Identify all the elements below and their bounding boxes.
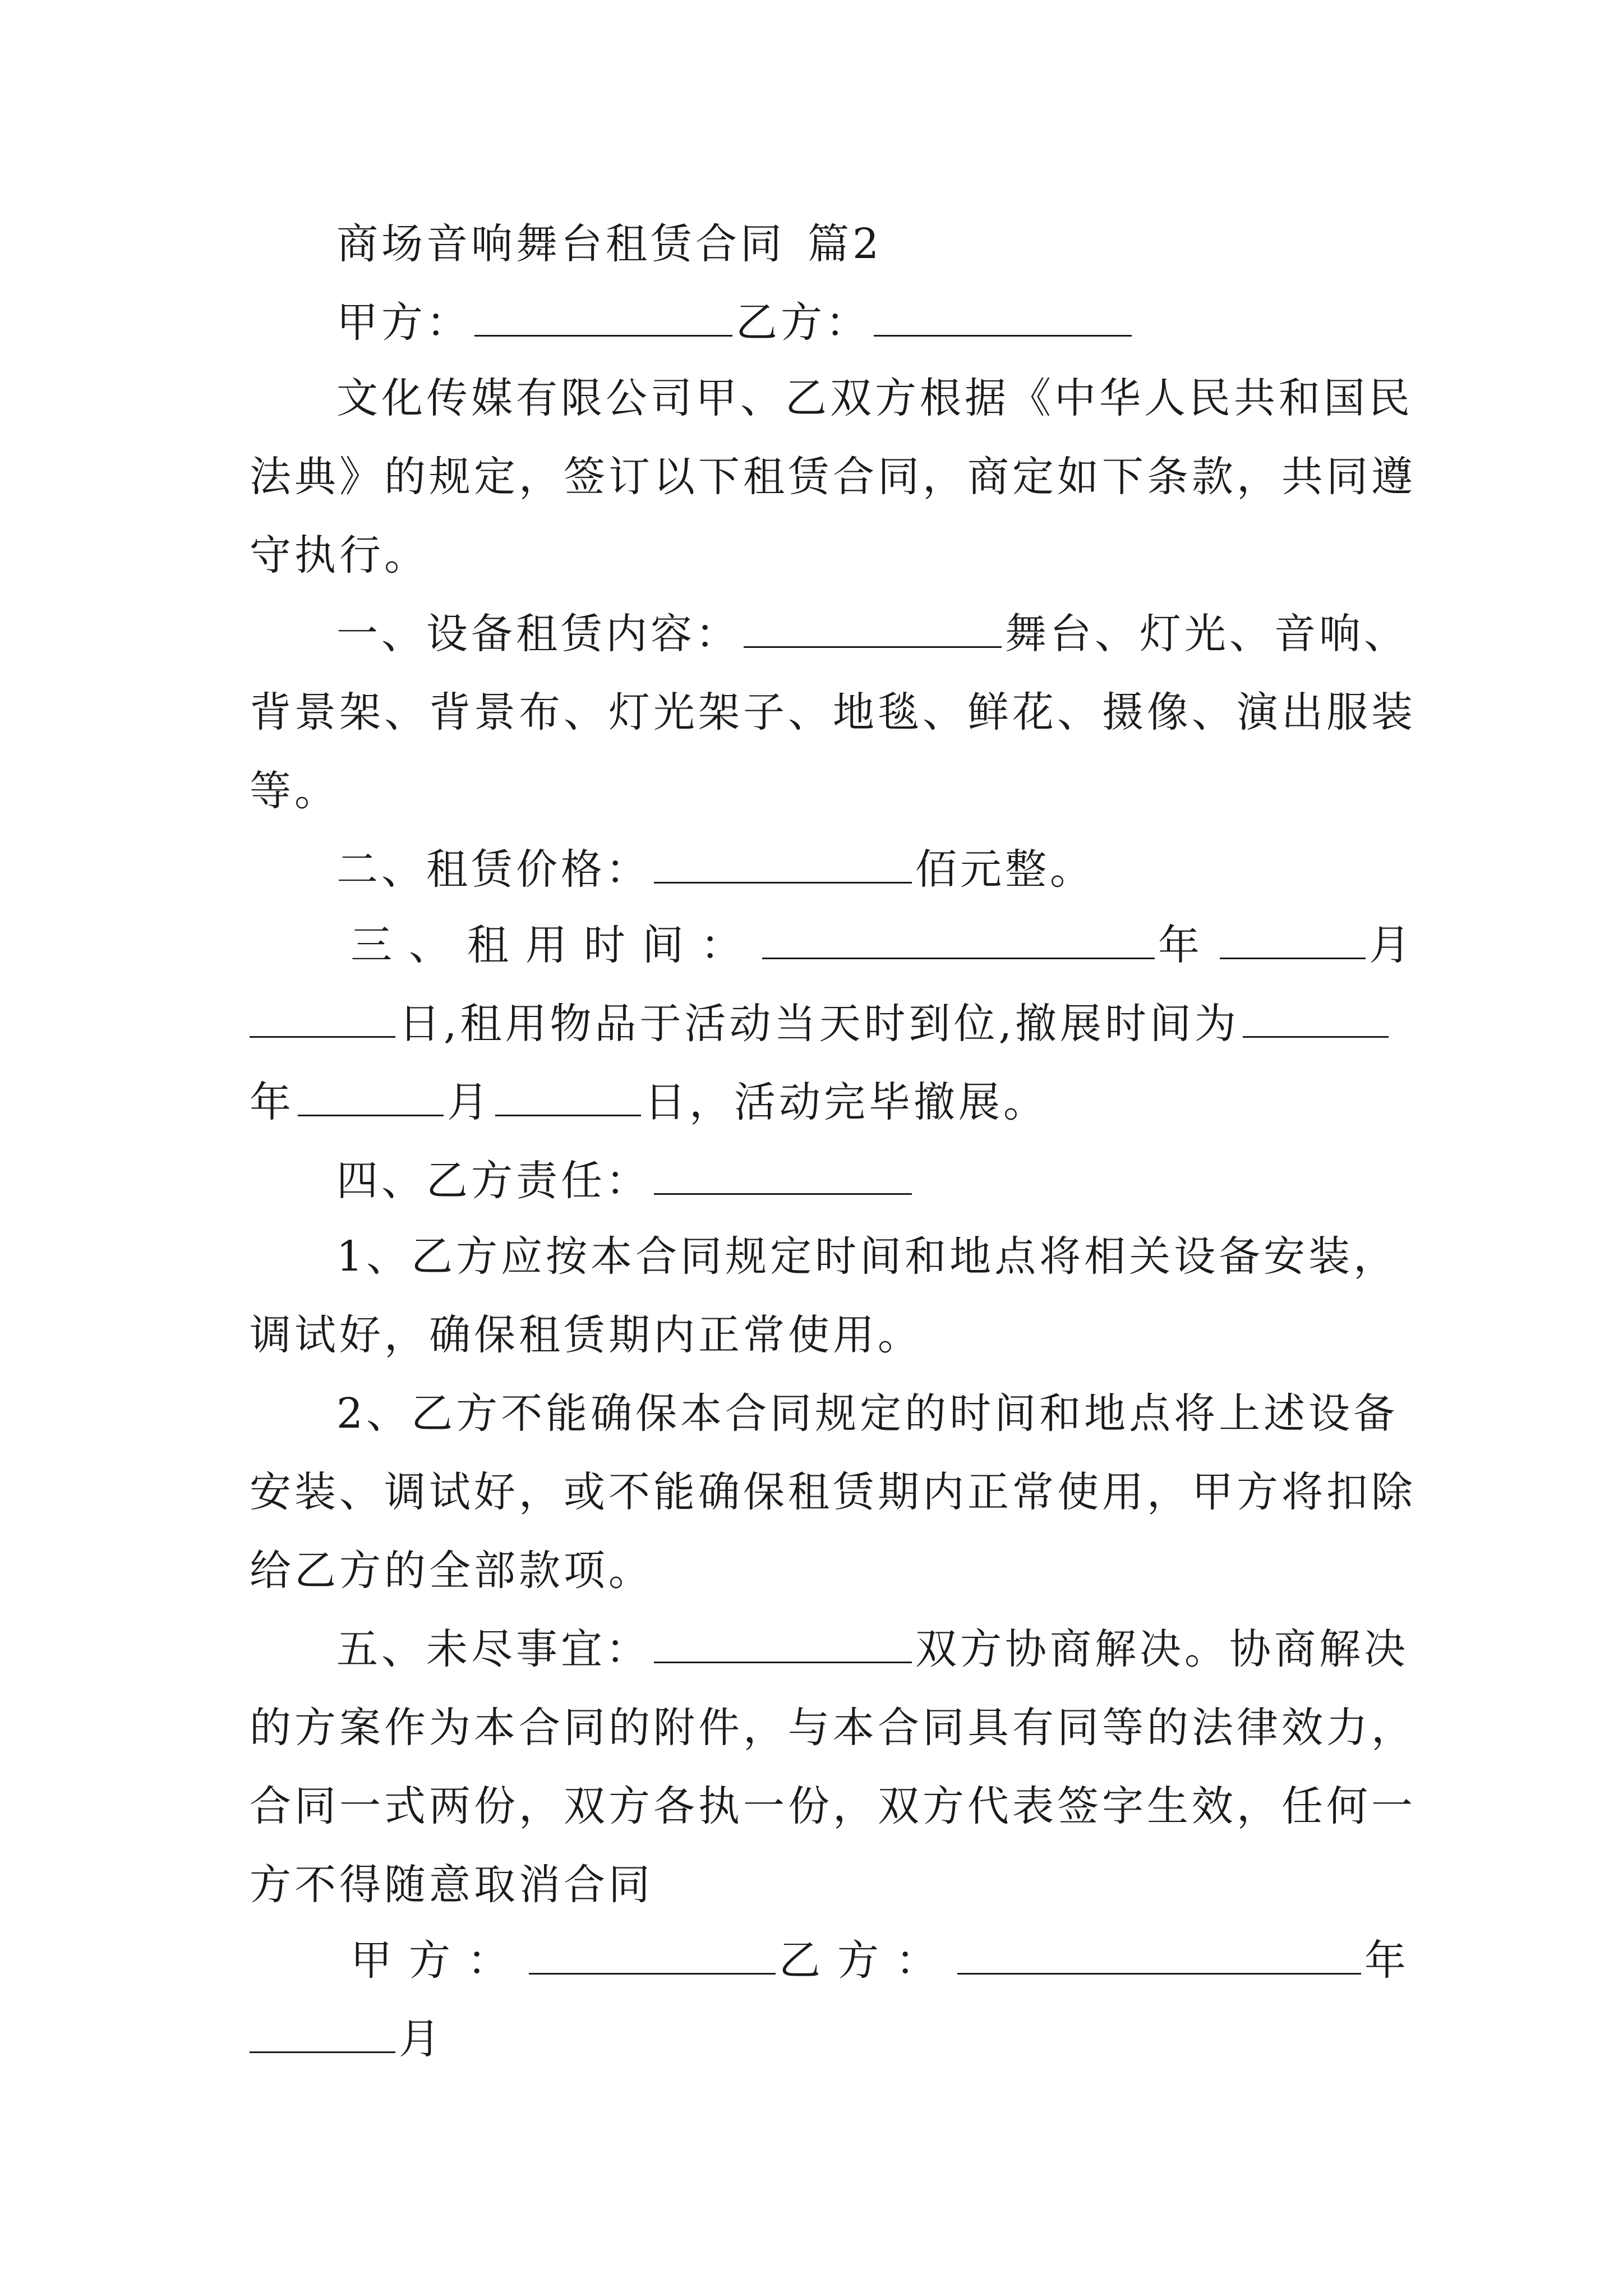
sign-year: 年 <box>1364 1936 1423 1985</box>
clause-3-tail: ，活动完毕撤展。 <box>689 1078 1048 1126</box>
signature-line-1 <box>351 1935 1423 1986</box>
sign-a-label: 甲方： <box>351 1936 525 1985</box>
clause-1-line-3: 等。 <box>250 767 339 815</box>
item-2-line-2: 安装、调试好，或不能确保租赁期内正常使用，甲方将扣除 <box>250 1468 1416 1516</box>
item-2-line-1: 2、乙方不能确保本合同规定的时间和地点将上述设备 <box>336 1389 1399 1438</box>
party-line <box>336 297 1402 348</box>
title-suffix: 篇2 <box>808 220 883 268</box>
clause-3-line-2 <box>250 999 1394 1049</box>
clause-4-line <box>336 1156 1402 1206</box>
sign-b-blank <box>957 1938 1361 1975</box>
clause-3-month-blank <box>1220 923 1366 959</box>
clause-3-label: 三、租用时间： <box>351 921 759 969</box>
clause-3-day: 日 <box>399 1000 444 1048</box>
clause-5-tail: 双方协商解决。协商解决 <box>915 1625 1409 1673</box>
clause-5-line-3: 合同一式两份，双方各执一份，双方代表签字生效，任何一 <box>250 1782 1416 1830</box>
title-text: 商场音响舞台租赁合同 <box>336 220 785 268</box>
intro-line-1: 文化传媒有限公司甲、乙双方根据《中华人民共和国民 <box>336 374 1413 422</box>
clause-5-line-4: 方不得随意取消合同 <box>250 1861 653 1909</box>
clause-5-label: 五、未尽事宜： <box>336 1625 651 1673</box>
clause-5-line-2: 的方案作为本合同的附件，与本合同具有同等的法律效力， <box>250 1704 1416 1752</box>
clause-5-blank <box>654 1627 912 1663</box>
clause-3-line-3 <box>250 1077 1394 1128</box>
clause-3-blank <box>762 923 1155 959</box>
clause-3-end-day: 日 <box>644 1078 689 1126</box>
clause-3-end-day-blank <box>495 1080 641 1116</box>
intro-line-3: 守执行。 <box>250 531 429 579</box>
item-2-line-3: 给乙方的全部款项。 <box>250 1547 653 1595</box>
clause-2-blank <box>654 847 912 884</box>
sign-a-blank <box>529 1938 776 1975</box>
clause-2-label: 二、租赁价格： <box>336 845 651 894</box>
party-b-label: 乙方： <box>736 298 870 347</box>
clause-3-month: 月 <box>1369 921 1427 969</box>
clause-3-end-year: 年 <box>250 1078 294 1126</box>
sign-month: 月 <box>399 2015 444 2063</box>
intro-line-2: 法典》的规定，签订以下租赁合同，商定如下条款，共同遵 <box>250 453 1416 501</box>
clause-1-label: 一、设备租赁内容： <box>336 610 740 658</box>
clause-3-year: 年 <box>1158 921 1216 969</box>
clause-3-end-year-blank <box>1243 1001 1389 1038</box>
clause-3-end-month-blank <box>298 1080 444 1116</box>
clause-2-line <box>336 844 1402 895</box>
clause-3-line-1 <box>351 920 1427 970</box>
clause-3-day-blank <box>250 1001 395 1038</box>
clause-1-line-1 <box>336 609 1409 659</box>
clause-3-end-month: 月 <box>447 1078 492 1126</box>
sign-month-blank <box>250 2017 395 2053</box>
clause-1-blank <box>744 611 1002 648</box>
document-title <box>336 219 1402 269</box>
clause-4-blank <box>654 1158 912 1195</box>
party-a-label: 甲方： <box>336 298 471 347</box>
clause-4-label: 四、乙方责任： <box>336 1157 651 1205</box>
item-1-line-1: 1、乙方应按本合同规定时间和地点将相关设备安装， <box>336 1232 1399 1281</box>
item-1-line-2: 调试好，确保租赁期内正常使用。 <box>250 1311 923 1359</box>
clause-5-line-1 <box>336 1624 1409 1674</box>
clause-2-tail: 佰元整。 <box>915 845 1095 894</box>
party-a-blank <box>474 300 732 337</box>
sign-b-label: 乙方： <box>779 1936 954 1985</box>
party-b-blank <box>874 300 1132 337</box>
clause-1-line-2: 背景架、背景布、灯光架子、地毯、鲜花、摄像、演出服装 <box>250 688 1416 737</box>
clause-3-mid: ,租用物品于活动当天时到位,撤展时间为 <box>444 1000 1240 1048</box>
signature-line-2 <box>250 2014 1394 2064</box>
clause-1-tail: 舞台、灯光、音响、 <box>1005 610 1409 658</box>
